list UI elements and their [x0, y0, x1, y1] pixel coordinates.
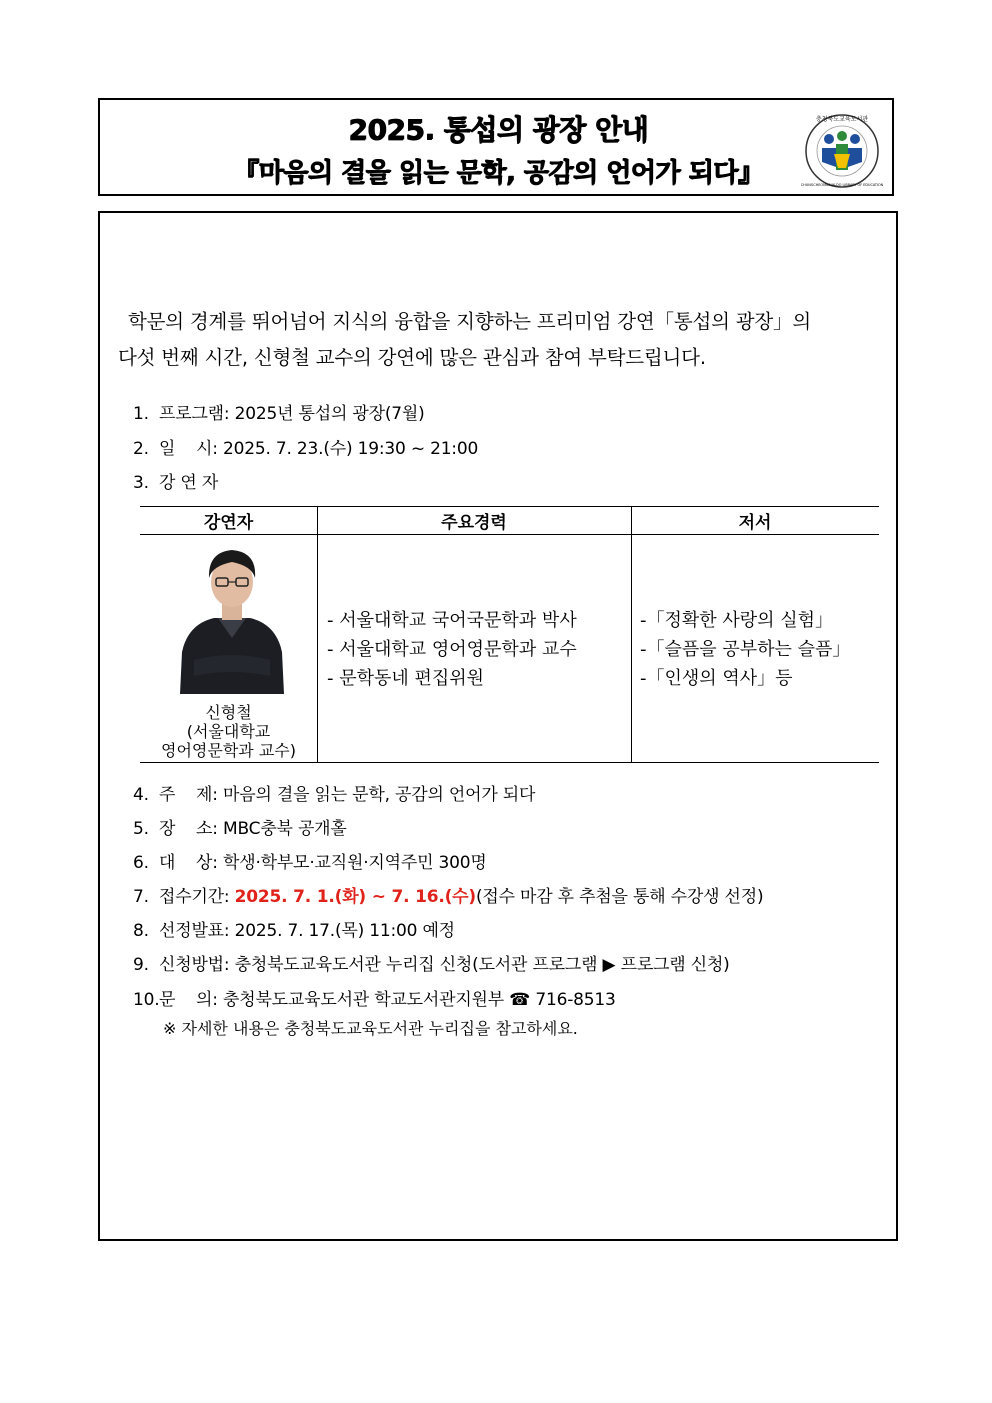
career-list [327, 606, 577, 693]
logo-text-en: CHUNGCHEONGBUK-DO LIBRARY OF EDUCATION [800, 183, 884, 187]
career-item: - 문학동네 편집위원 [327, 668, 485, 689]
th-career: 주요경력 [441, 513, 507, 533]
item-announcement: 8. 선정발표: 2025. 7. 17.(목) 11:00 예정 [133, 921, 455, 941]
speaker-caption [140, 703, 317, 760]
career-item: - 서울대학교 국어국문학과 박사 [327, 610, 577, 631]
table-top-border [140, 506, 879, 507]
item-speaker: 3. 강 연 자 [133, 473, 219, 493]
registration-period: 2025. 7. 1.(화) ~ 7. 16.(수) [234, 887, 476, 907]
item-program: 1. 프로그램: 2025년 통섭의 광장(7월) [133, 404, 425, 424]
title-box [98, 98, 894, 196]
intro-line-2: 다섯 번째 시간, 신형철 교수의 강연에 많은 관심과 참여 부탁드립니다. [118, 346, 706, 369]
item-datetime: 2. 일 시: 2025. 7. 23.(수) 19:30 ~ 21:00 [133, 439, 479, 459]
page-subtitle: 『마음의 결을 읽는 문학, 공감의 언어가 되다』 [232, 158, 764, 188]
th-speaker: 강연자 [203, 513, 254, 533]
table-divider [317, 506, 318, 762]
books-list [640, 606, 850, 693]
reference-note: ※ 자세한 내용은 충청북도교육도서관 누리집을 참고하세요. [163, 1019, 578, 1038]
item-topic: 4. 주 제: 마음의 결을 읽는 문학, 공감의 언어가 되다 [133, 785, 536, 805]
library-logo [798, 112, 886, 190]
intro-paragraph [118, 304, 888, 376]
page-title: 2025. 통섭의 광장 안내 [348, 113, 648, 146]
book-item: -「슬픔을 공부하는 슬픔」 [640, 639, 851, 660]
speaker-name: 신형철 [205, 703, 252, 722]
speaker-affiliation: 영어영문학과 교수) [161, 741, 296, 760]
item-registration: 7. 접수기간: 2025. 7. 1.(화) ~ 7. 16.(수)(접수 마감 후 추첨을 통해 수강생 선정) [133, 887, 764, 907]
table-header-border [140, 534, 879, 535]
item-target: 6. 대 상: 학생·학부모·교직원·지역주민 300명 [133, 853, 487, 873]
career-item: - 서울대학교 영어영문학과 교수 [327, 639, 577, 660]
logo-text: 충청북도교육도서관 [815, 116, 869, 123]
th-books: 저서 [738, 513, 772, 533]
item-venue: 5. 장 소: MBC충북 공개홀 [133, 819, 347, 839]
item-how-to-apply: 9. 신청방법: 충청북도교육도서관 누리집 신청(도서관 프로그램 ▶ 프로그램 신청) [133, 955, 730, 975]
intro-line-1: 학문의 경계를 뛰어넘어 지식의 융합을 지향하는 프리미엄 강연「통섭의 광장」의 [128, 310, 811, 333]
table-bottom-border [140, 762, 879, 763]
speaker-affiliation: (서울대학교 [186, 722, 271, 741]
speaker-photo [172, 542, 292, 694]
book-item: -「정확한 사랑의 실험」 [640, 610, 834, 631]
item-contact: 10.문 의: 충청북도교육도서관 학교도서관지원부 ☎ 716-8513 [133, 990, 616, 1010]
book-item: -「인생의 역사」등 [640, 668, 793, 689]
table-divider [631, 506, 632, 762]
